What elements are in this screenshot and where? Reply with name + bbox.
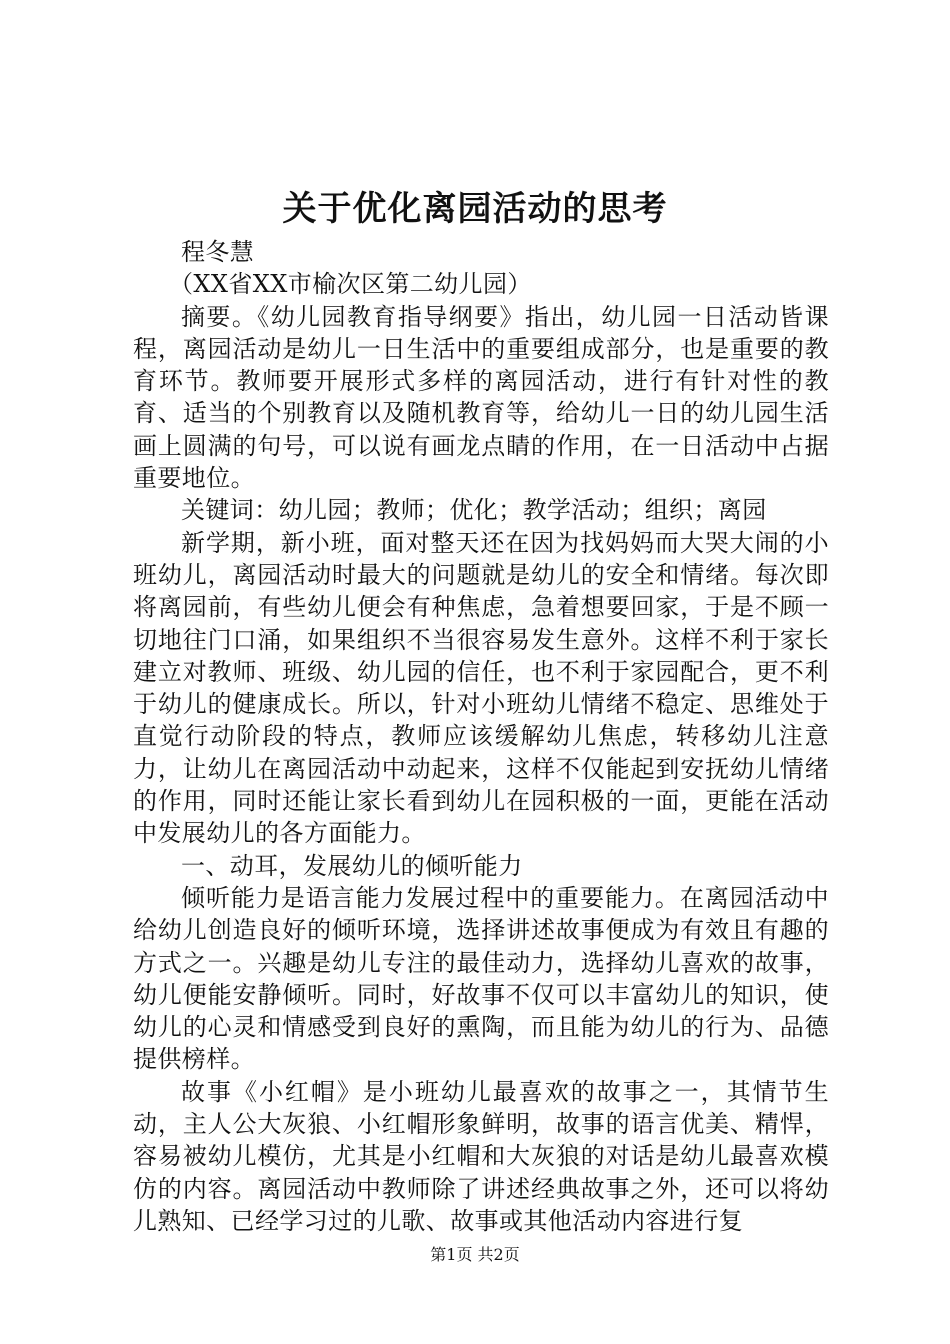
document-title: 关于优化离园活动的思考 [282, 189, 668, 229]
body-paragraph: 故事《小红帽》是小班幼儿最喜欢的故事之一，其情节生动，主人公大灰狼、小红帽形象鲜明，故事的语言优美、精悍，容易被幼儿模仿，尤其是小红帽和大灰狼的对话是幼儿最喜欢模仿的内容。离园活动中教师除了讲述经典故事之外，还可以将幼儿熟知、已经学习过的儿歌、故事或其他活动内容进行复 [133, 1077, 829, 1235]
affiliation-line: （XX省XX市榆次区第二幼儿园） [169, 270, 532, 299]
author-line: 程冬慧 [181, 238, 255, 266]
abstract-paragraph: 摘要。《幼儿园教育指导纲要》指出，幼儿园一日活动皆课程，离园活动是幼儿一日生活中的重要组成部分，也是重要的教育环节。教师要开展形式多样的离园活动，进行有针对性的教育、适当的个别教育以及随机教育等，给幼儿一日的幼儿园生活画上圆满的句号，可以说有画龙点睛的作用，在一日活动中占据重要地位。 [133, 302, 829, 493]
document-body [133, 236, 829, 1237]
page-footer: 第1页 共2页 [430, 1245, 520, 1264]
body-paragraph: 新学期，新小班，面对整天还在因为找妈妈而大哭大闹的小班幼儿，离园活动时最大的问题就是幼儿的安全和情绪。每次即将离园前，有些幼儿便会有种焦虑，急着想要回家，于是不顾一切地往门口涌，如果组织不当很容易发生意外。这样不利于家长建立对教师、班级、幼儿园的信任，也不利于家园配合，更不利于幼儿的健康成长。所以，针对小班幼儿情绪不稳定、思维处于直觉行动阶段的特点，教师应该缓解幼儿焦虑，转移幼儿注意力，让幼儿在离园活动中动起来，这样不仅能起到安抚幼儿情绪的作用，同时还能让家长看到幼儿在园积极的一面，更能在活动中发展幼儿的各方面能力。 [133, 528, 829, 848]
body-paragraph: 倾听能力是语言能力发展过程中的重要能力。在离园活动中给幼儿创造良好的倾听环境，选择讲述故事便成为有效且有趣的方式之一。兴趣是幼儿专注的最佳动力，选择幼儿喜欢的故事，幼儿便能安静倾听。同时，好故事不仅可以丰富幼儿的知识，使幼儿的心灵和情感受到良好的熏陶，而且能为幼儿的行为、品德提供榜样。 [133, 883, 829, 1074]
keywords-line: 关键词：幼儿园；教师；优化；教学活动；组织；离园 [181, 496, 767, 525]
section-heading: 一、动耳，发展幼儿的倾听能力 [181, 851, 523, 880]
